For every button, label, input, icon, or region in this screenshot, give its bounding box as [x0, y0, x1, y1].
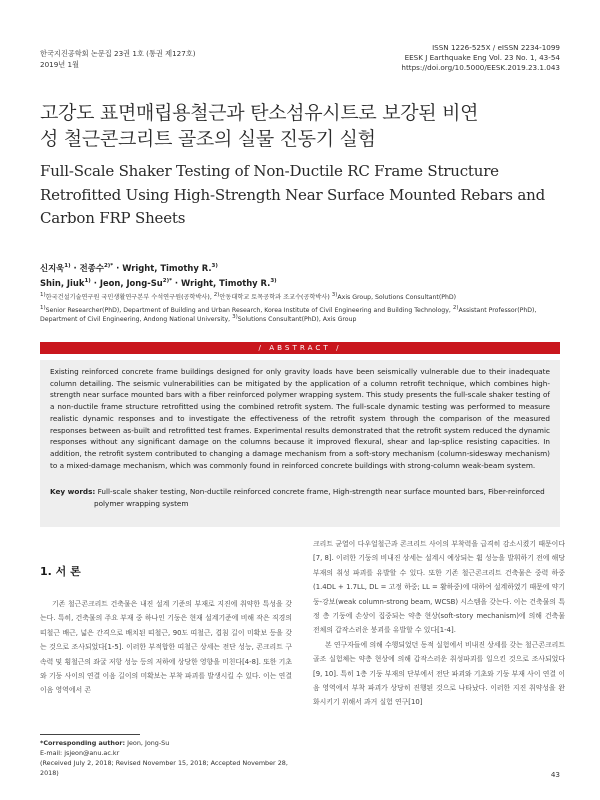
- title-en-line: Carbon FRP Sheets: [40, 209, 186, 227]
- author-separator: ·: [93, 278, 97, 288]
- affil-text: Axis Group, Solutions Consultant(PhD): [337, 294, 457, 301]
- affil-text: Solutions Consultant(PhD), Axis Group: [237, 316, 357, 324]
- issn: ISSN 1226-525X / eISSN 2234-1099: [432, 43, 560, 52]
- author-sup: 3): [211, 263, 218, 270]
- author-name: Wright, Timothy R.: [181, 278, 271, 288]
- journal-name-ko: 한국지진공학회 논문집 23권 1호 (통권 제127호): [40, 49, 196, 58]
- abstract-banner: / ABSTRACT /: [40, 342, 560, 354]
- title-en-line: Full-Scale Shaker Testing of Non-Ductile RC Frame Structure: [40, 162, 499, 180]
- author-sup: 2)*: [103, 263, 114, 270]
- doi-link[interactable]: https://doi.org/10.5000/EESK.2019.23.1.043: [401, 63, 560, 73]
- author-sup: 1): [64, 263, 71, 270]
- page-number: 43: [550, 770, 560, 779]
- title-ko-line: 성 철근콘크리트 골조의 실물 진동기 실험: [40, 128, 376, 150]
- keywords-line: polymer wrapping system: [94, 498, 189, 508]
- author-sup: 2)*: [162, 278, 172, 285]
- abstract-text: Existing reinforced concrete frame buildings designed for only gravity loads have been seismically vulnerable due to their inadequate column detailing. The seismic vulnerabilities can be mitigated by the application of a column retrofit technique, which combines high-strength near surface mounted bars with a fiber reinforced polymer wrapping system. This study presents the full-scale shaker testing of a non-ductile frame structure retrofitted using the combined retrofit system. The full-scale dynamic testing was performed to measure realistic dynamic responses and to investigate the effectiveness of the retrofit system through the comparison of the measured responses between as-built and retrofitted test frames. Experimental results demonstrated that the retrofit system reduced the dynamic responses without any significant damage on the columns because it improved flexural, shear and lap-splice resisting capacities. In addition, the retrofit system contributed to changing a damage mechanism from a soft-story mechanism (column-sidesway mechanism) to a mixed-damage mechanism, which was commonly found in reinforced concrete buildings with strong-column weak-beam system.: [50, 367, 550, 470]
- author-separator: ·: [174, 278, 179, 288]
- corresponding-email[interactable]: E-mail: jsjeon@anu.ac.kr: [40, 749, 120, 757]
- authors-ko: [40, 262, 218, 274]
- affil-sup: 1): [40, 291, 46, 298]
- corresponding-author: Jeon, Jong-Su: [127, 739, 170, 747]
- author-name: 신지욱: [40, 263, 65, 273]
- affil-sup: 1): [40, 304, 46, 311]
- footnote: [40, 738, 300, 778]
- author-separator: ·: [73, 263, 77, 273]
- affiliations-en: [40, 306, 570, 324]
- author-name: Shin, Jiuk: [40, 278, 85, 288]
- affil-sup: 3): [331, 291, 338, 298]
- journal-date-ko: 2019년 1월: [40, 59, 80, 69]
- keywords-label: Key words:: [50, 487, 96, 496]
- journal-header-left: [40, 49, 196, 70]
- body-column-left: 기존 철근콘크리트 건축물은 내진 설계 기준의 부재로 지진에 취약한 특성을 갖는다. 특히, 건축물의 주요 부재 중 하나인 기둥은 현재 설계기준에 비해 작은 직경의 띠철근 배근, 넓은 간격으로 배치된 띠철근, 90도 띠철근, 겹침 길이 미확보 등을 갖는 것으로 조사되었다[1-5]. 이러한 부적합한 띠철근 상세는 전단 성능, 콘크리트 구속력 및 횡철근의 좌굴 저항 성능 등의 저하에 상당한 영향을 미친다[4-8]. 또한 기초와 기둥 사이의 연결 이음 길이의 미확보는 부착 파괴를 발생시킬 수 있다. 이는 연결 이음 영역에서 콘: [40, 600, 292, 695]
- author-sup: 3): [270, 278, 277, 285]
- keywords-line: Full-scale shaker testing, Non-ductile reinforced concrete frame, High-strength near surface mounted bars, Fiber-reinforced: [97, 487, 545, 496]
- title-en-line: Retrofitted Using High-Strength Near Surface Mounted Rebars and: [40, 185, 545, 204]
- author-name: Jeon, Jong-Su: [99, 278, 163, 288]
- section-heading: 1. 서 론: [40, 565, 81, 578]
- author-name: Wright, Timothy R.: [122, 263, 212, 273]
- author-name: 전종수: [79, 263, 104, 273]
- body-paragraph: 본 연구자들에 의해 수행되었던 동적 실험에서 비내진 상세를 갖는 철근콘크리트 골조 실험체는 약층 현상에 의해 갑작스러운 취성파괴를 일으킨 것으로 조사되었다[9, 10]. 특히 1층 기둥 부재의 단부에서 전단 파괴와 기초와 기둥 부재 사이 연결 이음 영역에서 부착 파괴가 상당히 진행된 것으로 나타났다. 이러한 지진 취약성을 완화시키기 위해서 과거 실험 연구[10]: [313, 640, 565, 707]
- corresponding-label: *Corresponding author:: [40, 739, 126, 747]
- journal-header-right: [401, 43, 560, 74]
- affil-text: Assistant Professor(PhD), Department of Civil Engineering, Andong National University,: [40, 307, 537, 324]
- paper-title-en: [40, 160, 570, 231]
- affil-text: Senior Researcher(PhD), Department of Building and Urban Research, Korea Institute of Civil Engineering and Building Technology,: [45, 307, 451, 314]
- author-separator: ·: [116, 263, 120, 273]
- affil-sup: 3): [232, 314, 238, 321]
- body-paragraph: 크리트 균열이 다우얼철근과 콘크리트 사이의 부착력을 급격히 감소시켰기 때문이다[7, 8]. 이러한 기둥의 비내진 상세는 설계시 예상되는 휨 성능을 발휘하기 전에 해당 부재의 취성 파괴를 유발할 수 있다. 또한 기존 철근콘크리트 건축물은 중력 하중(1.4DL + 1.7LL, DL = 고정 하중; LL = 활하중)에 대하여 설계하였기 때문에 약기둥-강보(weak column-strong beam, WCSB) 시스템을 갖는다. 이는 건축물의 특정 층 기둥에 손상이 집중되는 약층 현상(soft-story mechanism)에 의해 건축물 전체의 갑작스러운 붕괴를 유발할 수 있다[1-4].: [313, 540, 565, 635]
- affil-text: 안동대학교 토목공학과 조교수(공학박사): [219, 294, 330, 301]
- keywords: [50, 486, 550, 509]
- affil-sup: 2): [452, 304, 459, 311]
- affiliations-ko: [40, 293, 570, 302]
- authors-en: [40, 278, 277, 288]
- affil-sup: 2): [213, 291, 220, 298]
- author-sup: 1): [84, 278, 91, 285]
- footnote-divider: [40, 734, 140, 735]
- paper-title-ko: [40, 100, 565, 152]
- journal-name-en: EESK J Earthquake Eng Vol. 23 No. 1, 43-54: [404, 53, 560, 63]
- received-dates: (Received July 2, 2018; Revised November 15, 2018; Accepted November 28, 2018): [40, 759, 288, 777]
- affil-text: 한국건설기술연구원 국민생활연구본부 수석연구원(공학박사),: [45, 294, 212, 301]
- title-ko-line: 고강도 표면매립용철근과 탄소섬유시트로 보강된 비연: [40, 102, 479, 124]
- body-column-right: [313, 537, 565, 710]
